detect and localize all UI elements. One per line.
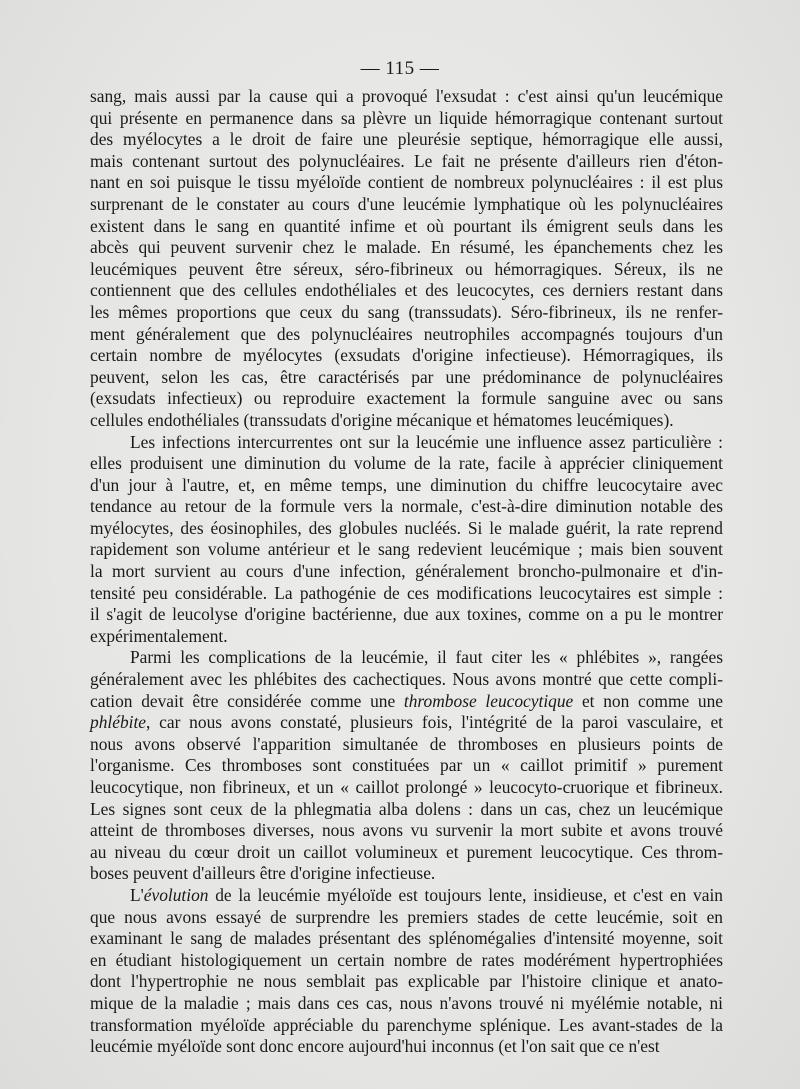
text-line: tensité peu considérable. La pathogénie de ces modifications leucocytaires est simple : bbox=[90, 582, 723, 603]
text-line: les mêmes proportions que ceux du sang (transsudats). Séro-fibrineux, ils ne renfer- bbox=[90, 301, 723, 322]
text-line: peuvent, selon les cas, être caractérisés par une prédominance de polynucléaires bbox=[90, 366, 723, 387]
italic-term: évolution bbox=[143, 884, 209, 905]
text-line: certain nombre de myélocytes (exsudats d'origine infectieuse). Hémorragiques, ils bbox=[90, 345, 723, 366]
text-line: mais contenant surtout des polynucléaires. Le fait ne présente d'ailleurs rien d'éton- bbox=[90, 150, 723, 171]
text-line: boses peuvent d'ailleurs être d'origine infectieuse. bbox=[90, 863, 436, 884]
text-line: (exsudats infectieux) ou reproduire exactement la formule sanguine avec ou sans bbox=[90, 388, 723, 409]
text-line: l'organisme. Ces thromboses sont constituées par un « caillot primitif » purement bbox=[90, 755, 723, 776]
text-line: en étudiant histologiquement un certain nombre de rates modérément hypertrophiées bbox=[90, 949, 723, 970]
text-line: examinant le sang de malades présentant des splénomégalies d'intensité moyenne, soit bbox=[90, 928, 723, 949]
paragraph bbox=[90, 885, 723, 1058]
text-line: Parmi les complications de la leucémie, il faut citer les « phlébites », rangées bbox=[130, 647, 723, 668]
paragraph bbox=[90, 432, 723, 648]
italic-term: thrombose leucocytique bbox=[403, 690, 574, 711]
text-line: mique de la maladie ; mais dans ces cas, nous n'avons trouvé ni myélémie notable, ni bbox=[90, 992, 723, 1013]
text-line: sang, mais aussi par la cause qui a provoqué l'exsudat : c'est ainsi qu'un leucémique bbox=[90, 86, 723, 106]
text-line: transformation myéloïde appréciable du parenchyme splénique. Les avant-stades de la bbox=[90, 1014, 723, 1035]
text-line: nous avons observé l'apparition simultanée de thromboses en plusieurs points de bbox=[90, 733, 723, 754]
text-line: leucémiques peuvent être séreux, séro-fibrineux ou hémorragiques. Séreux, ils ne bbox=[90, 258, 723, 279]
text-line: surprenant de le constater au cours d'une leucémie lymphatique où les polynucléaires bbox=[90, 193, 723, 214]
text-line: nant en soi puisque le tissu myéloïde contient de nombreux polynucléaires : il est plus bbox=[90, 172, 723, 193]
text-line: rapidement son volume antérieur et le sang redevient leucémique ; mais bien souvent bbox=[90, 539, 723, 560]
text-line: existent dans le sang en quantité infime et où pourtant ils émigrent seuls dans les bbox=[90, 215, 723, 236]
text-line: Les signes sont ceux de la phlegmatia alba dolens : dans un cas, chez un leucémique bbox=[90, 798, 723, 819]
text-line: dont l'hypertrophie ne nous semblait pas explicable par l'histoire clinique et anato- bbox=[90, 971, 723, 992]
text-line: leucémie myéloïde sont donc encore aujourd'hui inconnus (et l'on sait que ce n'est bbox=[90, 1036, 660, 1057]
text-line: ment généralement que des polynucléaires neutrophiles accompagnés toujours d'un bbox=[90, 323, 723, 344]
paragraph bbox=[90, 86, 723, 432]
text-line: d'un jour à l'autre, et, en même temps, une diminution du chiffre leucocytaire avec bbox=[90, 474, 723, 495]
paragraph bbox=[90, 647, 723, 885]
text-line: tendance au retour de la formule vers la normale, c'est-à-dire diminution notable des bbox=[90, 496, 723, 517]
text-line: que nous avons essayé de surprendre les premiers stades de cette leucémie, soit en bbox=[90, 906, 723, 927]
text-line: L'évolution de la leucémie myéloïde est toujours lente, insidieuse, et c'est en vain bbox=[130, 884, 723, 905]
body-text bbox=[90, 86, 723, 1058]
text-line: atteint de thromboses diverses, nous avons vu survenir la mort subite et avons trouvé bbox=[90, 820, 723, 841]
text-line: des myélocytes a le droit de faire une pleurésie septique, hémorragique elle aussi, bbox=[90, 129, 723, 150]
italic-term: phlébite bbox=[90, 712, 147, 733]
text-line: la mort survient au cours d'une infection, généralement broncho-pulmonaire et d'in- bbox=[90, 561, 723, 582]
text-line: cation devait être considérée comme une thrombose leucocytique et non comme une bbox=[90, 690, 724, 711]
text-line: Les infections intercurrentes ont sur la leucémie une influence assez particulière : bbox=[130, 431, 723, 452]
text-line: elles produisent une diminution du volume de la rate, facile à apprécier cliniquement bbox=[90, 453, 723, 474]
text-line: au niveau du cœur droit un caillot volumineux et purement leucocytique. Ces throm- bbox=[90, 841, 723, 862]
text-line: généralement avec les phlébites des cachectiques. Nous avons montré que cette compli- bbox=[90, 669, 723, 690]
text-line: il s'agit de leucolyse d'origine bactérienne, due aux toxines, comme on a pu le montrer bbox=[90, 604, 723, 625]
text-line: abcès qui peuvent survenir chez le malade. En résumé, les épanchements chez les bbox=[90, 237, 723, 258]
text-line: contiennent que des cellules endothéliales et des leucocytes, ces derniers restant dans bbox=[90, 280, 723, 301]
text-line: cellules endothéliales (transsudats d'origine mécanique et hématomes leucémiques). bbox=[90, 409, 674, 430]
page-number: — 115 — bbox=[360, 58, 440, 79]
text-line: qui présente en permanence dans sa plèvre un liquide hémorragique contenant surtout bbox=[90, 107, 723, 128]
text-line: myélocytes, des éosinophiles, des globules nucléés. Si le malade guérit, la rate reprend bbox=[90, 517, 723, 538]
text-line: leucocytique, non fibrineux, et un « caillot prolongé » leucocyto-cruorique et fibrineux. bbox=[90, 777, 723, 797]
text-line: phlébite, car nous avons constaté, plusieurs fois, l'intégrité de la paroi vasculaire, et bbox=[90, 712, 723, 733]
text-line: expérimentalement. bbox=[90, 625, 228, 646]
